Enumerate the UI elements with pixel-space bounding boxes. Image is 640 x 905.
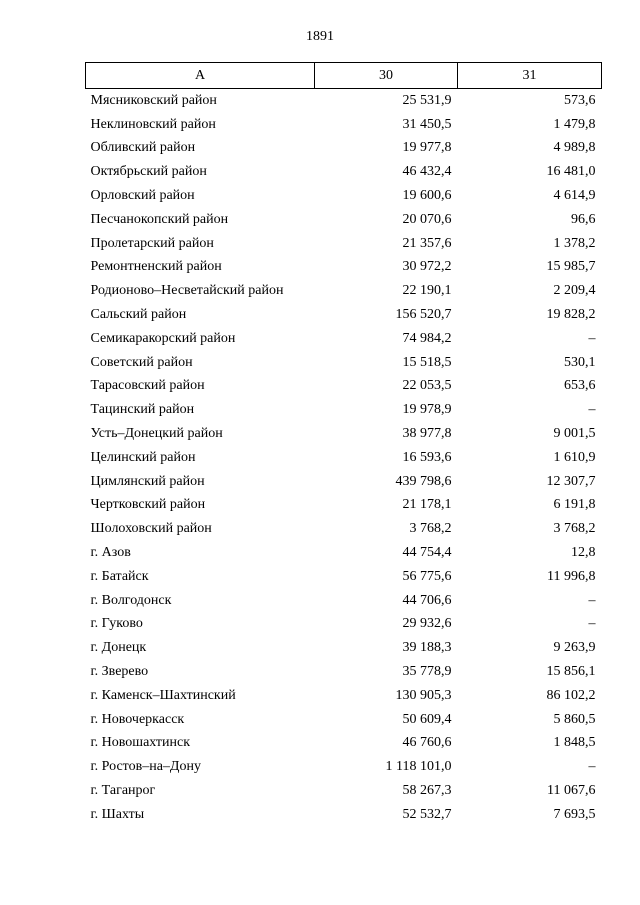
row-value-col-30: 46 432,4 [402,164,452,180]
row-name-cell: Обливский район [90,140,196,156]
row-value-col-30: 56 775,6 [402,568,452,584]
row-value-col-31: 4 989,8 [553,140,596,156]
row-value-col-31: 12 307,7 [546,473,596,489]
row-value-col-30: 29 932,6 [402,616,452,632]
row-value-col-30: 31 450,5 [402,116,452,132]
row-value-col-30: 19 600,6 [402,188,452,204]
row-value-col-31: 573,6 [564,92,596,108]
row-name-cell: Пролетарский район [90,235,214,251]
table-row [86,541,602,565]
row-value-col-30: 35 778,9 [402,664,452,680]
row-name-cell: Тацинский район [90,402,195,418]
row-name-cell: Тарасовский район [90,378,205,394]
table-row [86,517,602,541]
row-name-cell: Сальский район [90,307,187,323]
row-name-cell: г. Каменск–Шахтинский [90,687,236,703]
row-name-cell: Советский район [90,354,193,370]
row-value-col-31: 6 191,8 [553,497,596,513]
table-row [86,803,602,827]
table-row [86,755,602,779]
table-row [86,137,602,161]
row-value-col-30: 16 593,6 [402,449,452,465]
row-value-col-31: 1 848,5 [553,735,596,751]
row-name-cell: г. Новочеркасск [90,711,185,727]
table-row [86,398,602,422]
table-row [86,732,602,756]
row-value-col-31: 7 693,5 [553,806,596,822]
row-name-cell: г. Гуково [90,616,143,632]
row-name-cell: г. Батайск [90,568,149,584]
row-name-cell: г. Новошахтинск [90,735,191,751]
row-value-col-30: 30 972,2 [402,259,452,275]
table-row [86,470,602,494]
table-row [86,494,602,518]
row-value-col-31: 19 828,2 [546,307,596,323]
table-row [86,113,602,137]
table-row [86,303,602,327]
table-row [86,684,602,708]
data-table [85,62,602,827]
row-value-col-31: 5 860,5 [553,711,596,727]
table-row [86,208,602,232]
row-name-cell: г. Ростов–на–Дону [90,759,201,775]
row-name-cell: Октябрьский район [90,164,207,180]
table-body [86,89,602,827]
row-value-col-30: 39 188,3 [402,640,452,656]
table-row [86,160,602,184]
row-value-col-30: 20 070,6 [402,211,452,227]
row-name-cell: г. Зверево [90,664,149,680]
row-value-col-30: 52 532,7 [402,806,452,822]
row-value-col-31: 15 856,1 [546,664,596,680]
row-name-cell: г. Волгодонск [90,592,172,608]
header-cell-col-31: 31 [458,63,602,89]
row-value-col-30: 74 984,2 [402,330,452,346]
row-value-col-31: 9 263,9 [553,640,596,656]
page-number: 1891 [306,29,334,44]
row-value-col-31: 12,8 [571,545,596,561]
row-name-cell: г. Азов [90,545,131,561]
table-row [86,256,602,280]
row-name-cell: Усть–Донецкий район [90,426,223,442]
row-value-col-30: 439 798,6 [395,473,452,489]
row-value-col-31: 16 481,0 [546,164,596,180]
row-value-col-31: 1 378,2 [553,235,596,251]
row-name-cell: Цимлянский район [90,473,205,489]
row-value-col-30: 58 267,3 [402,783,452,798]
table-header [86,63,602,89]
row-name-cell: Целинский район [90,449,196,465]
row-value-col-30: 50 609,4 [402,711,452,727]
table-row [86,565,602,589]
row-value-col-31: 4 614,9 [553,188,596,204]
row-value-col-31: 530,1 [564,354,596,370]
row-name-cell: Мясниковский район [90,92,217,108]
row-value-col-31: 11 996,8 [547,568,596,584]
header-cell-col-30: 30 [315,63,458,89]
row-name-cell: Песчанокопский район [90,211,229,227]
row-value-col-30: 3 768,2 [409,521,452,537]
row-value-col-30: 130 905,3 [395,687,452,703]
row-value-col-31: 11 067,6 [547,783,596,798]
row-value-col-31: 9 001,5 [553,426,596,442]
row-name-cell: Родионово–Несветайский район [90,283,284,299]
row-value-col-30: 46 760,6 [402,735,452,751]
table-row [86,636,602,660]
row-value-col-30: 44 706,6 [402,592,452,608]
row-value-col-30: 15 518,5 [402,354,452,370]
table-row [86,422,602,446]
header-row [86,63,602,89]
table-row [86,232,602,256]
table-row [86,708,602,732]
row-value-col-30: 19 977,8 [402,140,452,156]
header-cell-name: А [86,63,315,89]
row-value-col-30: 38 977,8 [402,426,452,442]
row-name-cell: Ремонтненский район [90,259,222,275]
row-value-col-30: 22 053,5 [402,378,452,394]
row-value-col-31: – [588,759,596,775]
row-value-col-30: 156 520,7 [395,307,452,323]
row-value-col-30: 21 178,1 [402,497,452,513]
row-value-col-31: 2 209,4 [553,283,596,299]
row-value-col-31: 3 768,2 [553,521,596,537]
row-value-col-30: 25 531,9 [402,92,452,108]
row-value-col-30: 44 754,4 [402,545,452,561]
row-value-col-31: – [588,592,596,608]
row-name-cell: Чертковский район [90,497,206,513]
row-value-col-31: – [588,330,596,346]
row-value-col-30: 1 118 101,0 [385,759,452,775]
row-value-col-31: 1 479,8 [553,116,596,132]
table-row [86,279,602,303]
table-row [86,327,602,351]
table-row [86,351,602,375]
row-value-col-30: 21 357,6 [402,235,452,251]
table-row [86,89,602,113]
row-name-cell: Шолоховский район [90,521,212,537]
row-value-col-30: 19 978,9 [402,402,452,418]
table-row [86,184,602,208]
row-value-col-31: – [588,402,596,418]
table-row [86,613,602,637]
row-value-col-31: 96,6 [571,211,596,227]
table-row [86,660,602,684]
table-row [86,446,602,470]
row-value-col-31: 86 102,2 [546,687,596,703]
row-value-col-31: – [588,616,596,632]
row-value-col-31: 1 610,9 [553,449,596,465]
row-value-col-31: 15 985,7 [546,259,596,275]
row-name-cell: Неклиновский район [90,116,216,132]
table-row [86,779,602,803]
row-name-cell: г. Донецк [90,640,147,656]
table-row [86,589,602,613]
row-value-col-30: 22 190,1 [402,283,452,299]
row-name-cell: Семикаракорский район [90,330,236,346]
row-name-cell: г. Шахты [90,806,145,822]
table-row [86,375,602,399]
row-name-cell: г. Таганрог [90,783,156,798]
row-name-cell: Орловский район [90,188,195,204]
row-value-col-31: 653,6 [564,378,596,394]
